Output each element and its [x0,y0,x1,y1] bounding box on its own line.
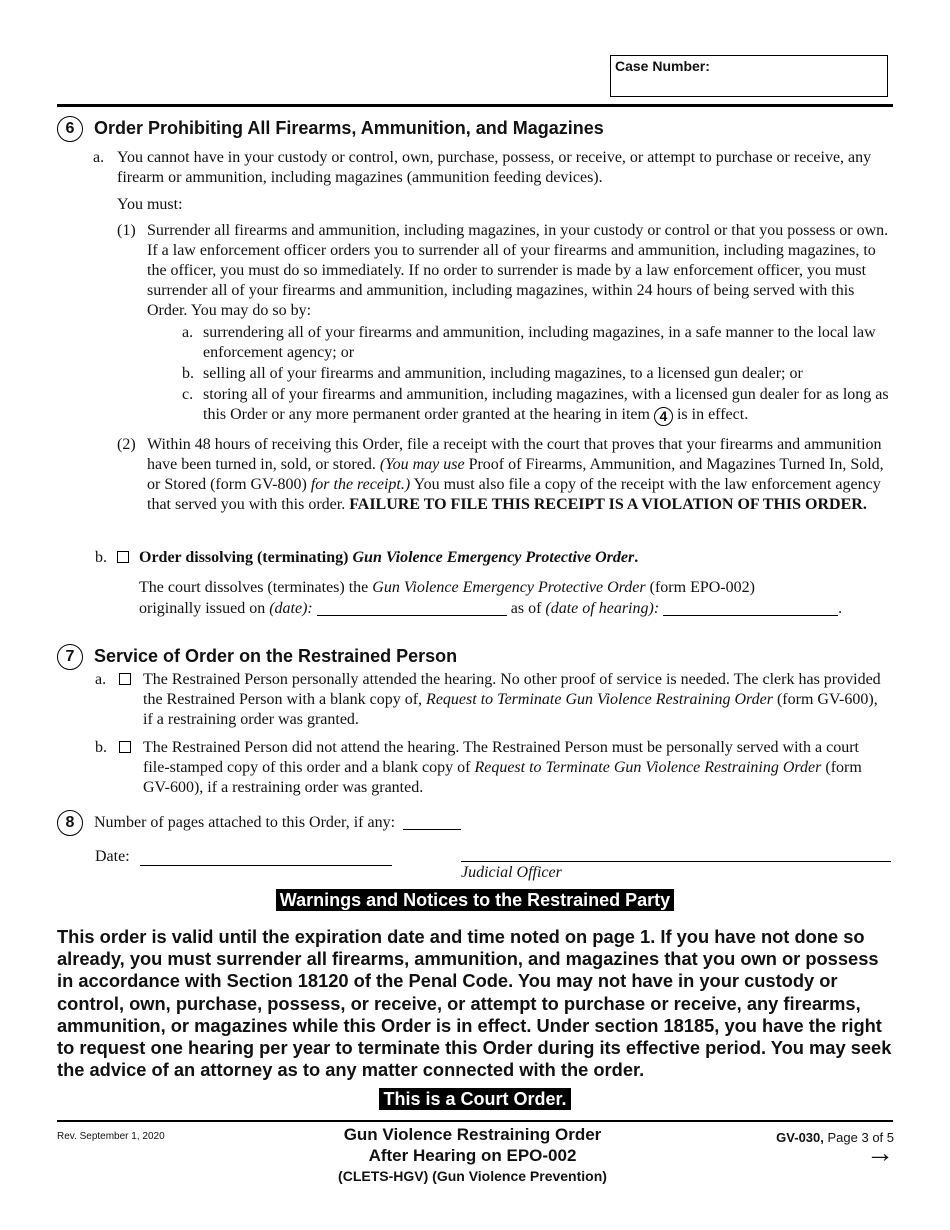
failure-to-file-warning: FAILURE TO FILE THIS RECEIPT IS A VIOLATION OF THIS ORDER. [349,496,867,513]
date-signature-field[interactable] [140,865,392,866]
option-c-text-part2: is in effect. [676,406,749,423]
item-2-text-part2: You must also file a copy of the receipt with the law enforcement agency that served you with this order. [147,476,881,513]
header-rule [57,104,893,107]
section-8-number: 8 [57,810,83,836]
option-a-label: a. [182,324,194,341]
footer-title [300,1124,645,1186]
section-7b-text-part1: The Restrained Person did not attend the hearing. The Restrained Person must be personally served with a court file-stamped copy of this order and a blank copy of [143,739,859,776]
page-number: Page 3 of 5 [827,1130,894,1145]
attended-hearing-checkbox[interactable] [119,673,131,685]
issued-on-label: originally issued on [139,600,266,617]
dissolve-text-line2 [139,599,879,619]
dissolve-order-checkbox[interactable] [117,551,129,563]
option-c-text [203,385,893,426]
court-order-banner: This is a Court Order. [379,1088,570,1110]
pages-attached-label: Number of pages attached to this Order, if any: [94,814,396,831]
section-7b-label: b. [95,739,107,756]
section-6-title: Order Prohibiting All Firearms, Ammunition, and Magazines [94,118,604,138]
you-must-label: You must: [117,196,183,213]
next-page-arrow-icon: → [866,1137,894,1168]
dissolve-text-part1: The court dissolves (terminates) the [139,579,369,596]
case-number-label: Case Number: [615,58,710,74]
court-order-banner-wrap [0,1089,950,1110]
as-of-label: as of [510,600,542,617]
footer-title-line2: After Hearing on EPO-002 [368,1146,577,1165]
section-7a-italic: Request to Terminate Gun Violence Restraining Order [426,691,773,708]
item-2-label: (2) [117,436,136,453]
option-b-label: b. [182,365,194,382]
dissolve-order-bold-italic: Gun Violence Emergency Protective Order [352,549,635,566]
dissolve-end-period: . [838,600,843,617]
hearing-date-label: (date of hearing): [545,600,660,617]
item-1-label: (1) [117,222,136,239]
warnings-banner-wrap [0,890,950,911]
dissolve-order-bold: Order dissolving (terminating) [139,549,349,566]
footer-title-line3: (CLETS-HGV) (Gun Violence Prevention) [338,1168,607,1184]
section-7a-label: a. [95,671,107,688]
section-7b-text [143,738,883,798]
issued-date-field[interactable] [317,601,507,616]
dissolve-text-part2: (form EPO-002) [649,579,755,596]
date-signature-label: Date: [95,848,130,865]
section-7a-text-part1: The Restrained Person personally attended the hearing. No other proof of service is needed. The clerk has provided the Restrained Person with a blank copy of, [143,671,881,708]
item-2-italic-part2: for the receipt.) [310,476,411,493]
warnings-banner: Warnings and Notices to the Restrained Party [276,889,674,911]
form-id: GV-030, [776,1130,824,1145]
case-number-box[interactable] [610,55,888,97]
section-7-title: Service of Order on the Restrained Person [94,646,458,666]
footer-title-line1: Gun Violence Restraining Order [343,1125,602,1144]
item-2-italic-part1: (You may use [379,456,465,473]
item-4-reference: 4 [654,407,673,426]
section-6a-label: a. [93,149,105,166]
pages-attached-field[interactable] [403,815,461,830]
section-8-row [94,813,461,833]
section-7b-text-part2: (form GV-600), if a restraining order was granted. [143,759,862,796]
section-6b-row [95,548,638,568]
item-1-text: Surrender all firearms and ammunition, including magazines, in your custody or control or that you possess or own. If a law enforcement officer orders you to surrender all of your firearms and ammunition, including magazines, to the officer, you must do so immediately. If no order to surrender is made by a law enforcement officer, you must surrender all of your firearms and ammunition, including magazines, within 24 hours of being served with this Order. You may do so by: [147,222,889,319]
section-7-number: 7 [57,644,83,670]
section-7a-text [143,670,883,730]
item-2-text-part1: Within 48 hours of receiving this Order, file a receipt with the court that proves that your firearms and ammunition have been turned in, sold, or stored. [147,436,882,473]
dissolve-text-line1 [139,578,879,598]
option-b-text: selling all of your firearms and ammunition, including magazines, to a licensed gun dealer; or [203,365,803,382]
section-6b-label: b. [95,549,107,566]
option-c-text-part1: storing all of your firearms and ammunition, including magazines, with a licensed gun dealer for as long as this Order or any more permanent order granted at the hearing in item [203,386,889,423]
dissolve-text-italic: Gun Violence Emergency Protective Order [372,579,646,596]
judicial-officer-signature-line[interactable] [461,861,891,862]
section-6a-text: You cannot have in your custody or control, own, purchase, possess, or receive, or attempt to purchase or receive, any firearm or ammunition, including magazines (ammunition feeding devices). [117,149,872,186]
footer-rule [57,1120,893,1122]
did-not-attend-checkbox[interactable] [119,741,131,753]
dissolve-order-period: . [634,549,639,566]
revision-date: Rev. September 1, 2020 [57,1131,165,1142]
section-6-number: 6 [57,116,83,142]
warnings-body: This order is valid until the expiration date and time noted on page 1. If you have not done so already, you must surrender all firearms, ammunition, and magazines that you own or possess in accordance with Section 18120 of the Penal Code. You may not have in your custody or control, own, purchase, possess, or receive, or attempt to purchase or receive, any firearms, ammunition, or magazines while this Order is in effect. Under section 18185, you have the right to request one hearing per year to terminate this Order during its effective period. You may seek the advice of an attorney as to any matter connected with the order. [57,926,892,1081]
judicial-officer-label: Judicial Officer [461,864,562,881]
section-7a-text-part2: (form GV-600), if a restraining order was granted. [143,691,878,728]
option-c-label: c. [182,386,194,403]
date-label: (date): [269,600,313,617]
option-a-text: surrendering all of your firearms and ammunition, including magazines, in a safe manner to the local law enforcement agency; or [203,324,876,361]
form-gv-800-name: Proof of Firearms, Ammunition, and Magazines Turned In, Sold, or Stored (form GV-800) [147,456,884,493]
item-2-text [147,435,887,515]
section-7b-italic: Request to Terminate Gun Violence Restraining Order [474,759,822,776]
hearing-date-field[interactable] [663,601,838,616]
